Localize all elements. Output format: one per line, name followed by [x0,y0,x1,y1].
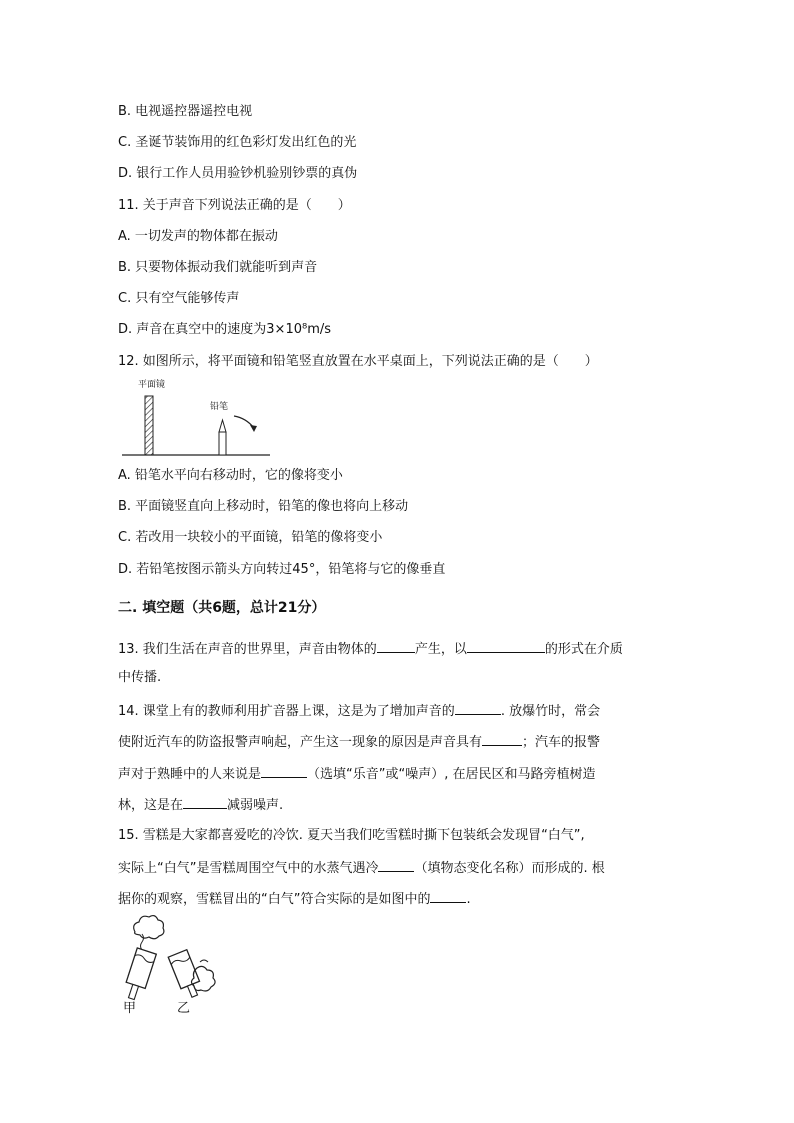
q11-stem: 11. 关于声音下列说法正确的是（ ） [118,198,351,213]
q12-option-a: A. 铅笔水平向右移动时，它的像将变小 [118,468,343,483]
q12-stem: 12. 如图所示，将平面镜和铅笔竖直放置在水平桌面上，下列说法正确的是（ ） [118,354,598,369]
pencil-label: 铅笔 [210,402,229,412]
q14-text-2b: ；汽车的报警 [522,735,601,750]
q14-blank-1 [455,701,501,715]
mirror-pencil-figure [118,380,278,460]
figure-label-jia: 甲 [123,1001,137,1016]
q15-text-2b: （填物态变化名称）而形成的. 根 [414,861,605,876]
q15-text-2a: 实际上“白气”是雪糕周围空气中的水蒸气遇冷 [118,861,379,876]
q15-blank-1 [378,858,414,872]
q13-text-3: 的形式在介质 [544,642,623,657]
q14-blank-2 [482,732,522,746]
q14-text-4b: 减弱噪声. [227,798,284,813]
q11-option-b: B. 只要物体振动我们就能听到声音 [118,260,318,275]
q15-text-3a: 据你的观察，雪糕冒出的“白气”符合实际的是如图中的 [118,892,431,907]
q14-text-2a: 使附近汽车的防盗报警声响起，产生这一现象的原因是声音具有 [118,735,483,750]
q14-line-1 [118,701,600,721]
q14-line-2 [118,732,600,752]
q15-line-2 [118,858,605,878]
q11-option-a: A. 一切发声的物体都在振动 [118,229,278,244]
q11-option-c: C. 只有空气能够传声 [118,291,240,306]
q14-text-4a: 林，这是在 [118,798,184,813]
mirror-label: 平面镜 [138,380,166,390]
q14-text-3a: 声对于熟睡中的人来说是 [118,767,262,782]
q15-line-1: 15. 雪糕是大家都喜爱吃的冷饮. 夏天当我们吃雪糕时撕下包装纸会发现冒“白气”, [118,828,585,843]
q10-option-d: D. 银行工作人员用验钞机验别钞票的真伪 [118,166,358,181]
q15-text-3b: . [466,892,471,907]
q14-text-1a: 14. 课堂上有的教师利用扩音器上课，这是为了增加声音的 [118,704,455,719]
q14-line-3 [118,764,596,784]
q10-option-c: C. 圣诞节装饰用的红色彩灯发出红色的光 [118,135,357,150]
q13-text-2: 产生，以 [414,642,467,657]
q14-line-4 [118,795,283,815]
q13-blank-2 [467,639,545,653]
figure-label-yi: 乙 [177,1001,191,1016]
q13-line-2: 中传播. [118,670,162,685]
q14-blank-4 [183,795,227,809]
section-heading: 二. 填空题（共6题，总计21分） [118,600,326,616]
q12-option-c: C. 若改用一块较小的平面镜，铅笔的像将变小 [118,530,383,545]
ice-cream-figure [115,910,225,1020]
q13-line-1 [118,639,623,659]
q13-blank-1 [377,639,415,653]
q10-option-b: B. 电视遥控器遥控电视 [118,104,253,119]
q12-option-d: D. 若铅笔按图示箭头方向转过45°，铅笔将与它的像垂直 [118,562,446,577]
q14-blank-3 [261,764,307,778]
q13-text-1: 13. 我们生活在声音的世界里，声音由物体的 [118,642,377,657]
q15-line-3 [118,889,471,909]
q15-blank-2 [430,889,466,903]
q11-option-d: D. 声音在真空中的速度为3×10⁸m/s [118,322,332,337]
mirror-pencil-drawing [118,380,278,460]
q14-text-1b: . 放爆竹时，常会 [500,704,601,719]
q12-option-b: B. 平面镜竖直向上移动时，铅笔的像也将向上移动 [118,499,409,514]
q14-text-3b: （选填“乐音”或“噪声）, 在居民区和马路旁植树造 [307,767,596,782]
